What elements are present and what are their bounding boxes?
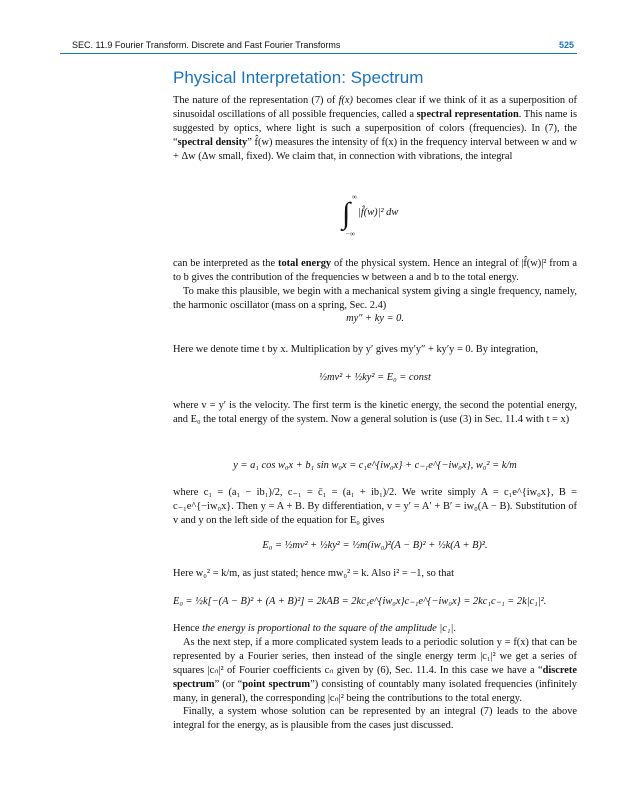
text-run: can be interpreted as the — [173, 258, 279, 269]
paragraph-2 — [173, 257, 577, 313]
paragraph-8 — [173, 622, 577, 733]
text-run: becomes clear if we think of it as a superposition of sinusoidal oscillations of all possible frequencies, called a — [173, 95, 577, 120]
paragraph-10: Finally, a system whose solution can be represented by an integral (7) leads to the above integral for the energy, as is plausible from the cases just discussed. — [173, 706, 577, 732]
energy-integral — [342, 195, 452, 239]
section-label: SEC. 11.9 Fourier Transform. Discrete and Fast Fourier Transforms — [72, 40, 341, 50]
text-run: ” (or “ — [214, 678, 243, 690]
paragraph-9 — [173, 636, 577, 706]
text-run: Hence — [173, 623, 203, 634]
energy-final-equation: E₀ = ½k[−(A − B)² + (A + B)²] = 2kAB = 2kc₁e^{iw₀x}c₋₁e^{−iw₀x} = 2kc₁c₋₁ = 2k|c₁|². — [173, 596, 547, 607]
paragraph-1 — [173, 94, 577, 164]
term-total-energy: total energy — [278, 258, 332, 269]
header-rule — [60, 53, 577, 54]
section-title: Physical Interpretation: Spectrum — [173, 68, 424, 87]
integral-upper-limit: ∞ — [352, 193, 357, 201]
paragraph-5: where v = y′ is the velocity. The first term is the kinetic energy, the second the potential energy, and E₀ the total energy of the system. Now a general solution is (use (3) in Sec. 11.4 with t = x) — [173, 400, 577, 425]
term-point-spectrum: point spectrum — [242, 678, 311, 690]
text-run: The nature of the representation (7) of — [173, 95, 339, 106]
energy-equation: ½mv² + ½ky² = E₀ = const — [319, 372, 431, 383]
energy-substitution-equation: E₀ = ½mv² + ½ky² = ½m(iw₀)²(A − B)² + ½k(A + B)². — [262, 540, 488, 551]
integral-sign: ∫ — [342, 197, 351, 230]
text-run: of the physical system. Hence an integral of |f̂(w)|² from a to b gives the contribution of the frequencies w between a and b to the total energy. — [173, 258, 577, 283]
paragraph-4: Here we denote time t by x. Multiplication by y′ gives my′y″ + ky′y = 0. By integration, — [173, 344, 539, 355]
general-solution-equation: y = a₁ cos w₀x + b₁ sin w₀x = c₁e^{iw₀x} + c₋₁e^{−iw₀x}, w₀² = k/m — [233, 460, 517, 471]
text-run: ” f̂(w) measures the intensity of f(x) in the frequency interval between w and w + Δw (Δw small, fixed). We claim that, in connection with vibrations, the integral — [173, 136, 577, 162]
text-run: As the next step, if a more complicated system leads to a periodic solution y = f(x) that can be represented by a Fourier series, then instead of the single energy term |c₁|² we get a series of squares |cₙ|² of Fourier coefficients cₙ given by (6), Sec. 11.4. In this case we have a “ — [173, 636, 577, 676]
term-spectral-density: spectral density — [177, 136, 248, 148]
page-number: 525 — [558, 40, 574, 50]
term-discrete-spectrum: discrete spectrum — [173, 664, 577, 690]
paragraph-3: To make this plausible, we begin with a mechanical system giving a single frequency, namely, the harmonic oscillator (mass on a spring, Sec. 2.4) — [173, 285, 577, 311]
integral-lower-limit: −∞ — [346, 230, 355, 238]
energy-statement: the energy is proportional to the square of the amplitude |c₁| — [202, 623, 454, 634]
oscillator-equation: my″ + ky = 0. — [346, 313, 404, 324]
math-fx: f(x) — [338, 95, 353, 106]
term-spectral-representation: spectral representation — [416, 108, 519, 120]
paragraph-6: where c₁ = (a₁ − ib₁)/2, c₋₁ = c̄₁ = (a₁ + ib₁)/2. We write simply A = c₁e^{iw₀x}, B = c₋₁e^{−iw₀x}. Then y = A + B. By differentiation, v = y′ = A′ + B′ = iw₀(A − B). Substitution of v and y on the left side of the equation for E₀ gives — [173, 487, 577, 526]
text-run: . This name is suggested by optics, where light is such a superposition of colors (frequencies). In (7), the “ — [173, 108, 577, 148]
text-run: . — [453, 623, 456, 634]
text-run: ”) consisting of countably many isolated frequencies (infinitely many, in general), the corresponding |cₙ|² being the contributions to the total energy. — [173, 678, 577, 704]
paragraph-7: Here w₀² = k/m, as just stated; hence mw₀² = k. Also i² = −1, so that — [173, 568, 454, 579]
integral-body: |f̂(w)|² dw — [358, 207, 399, 218]
